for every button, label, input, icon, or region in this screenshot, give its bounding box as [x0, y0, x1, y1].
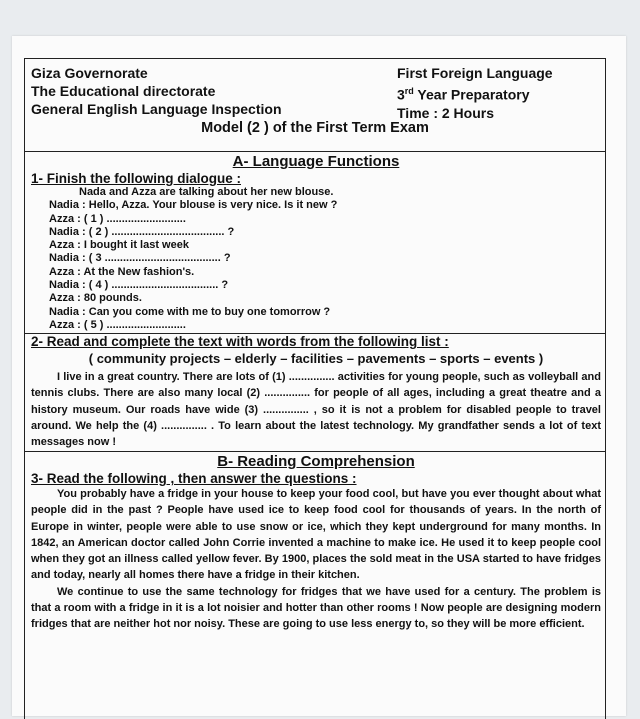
dialogue-line	[49, 226, 601, 239]
line-text: I bought it last week	[83, 239, 189, 252]
section-a-title: A- Language Functions	[232, 153, 400, 170]
exam-content	[25, 153, 605, 632]
reading-paragraph-1: You probably have a fridge in your house to keep your food cool, but have you ever thought about what people did in the past ? People have used ice to keep food cool for thousands of years. In the north of Europe in winter, people were able to use snow or ice, which they kept underground for many months. In 1842, an American doctor called John Corrie invented a machine to make ice. He used it to keep people cool when they got an illness called yellow fever. By 1900, places the sold meat in the USA started to have fridges and today, nearly all homes there have a fridge in their kitchen.	[31, 488, 601, 582]
line-text: ( 3 ...................................... ?	[88, 252, 231, 265]
speaker: Nadia :	[49, 279, 86, 292]
question-2-title: 2- Read and complete the text with words from the following list :	[31, 334, 449, 350]
grade-label: Year Preparatory	[413, 86, 530, 103]
header-right	[397, 64, 553, 122]
header-left	[31, 64, 282, 118]
speaker: Azza :	[49, 239, 81, 252]
question-3-title: 3- Read the following , then answer the questions :	[31, 471, 357, 487]
dialogue-line	[49, 292, 601, 305]
directorate: The Educational directorate	[31, 83, 216, 99]
speaker: Nadia :	[49, 252, 86, 265]
dialogue-line	[49, 306, 601, 319]
dialogue-line	[49, 279, 601, 292]
dialogue-line	[49, 213, 601, 226]
speaker: Nadia :	[49, 199, 86, 212]
exam-header	[25, 59, 605, 152]
line-text: 80 pounds.	[83, 292, 142, 305]
inspection: General English Language Inspection	[31, 101, 282, 117]
dialogue-line	[49, 266, 601, 279]
line-text: ( 5 ) ..........................	[83, 318, 186, 331]
dialogue-intro: Nada and Azza are talking about her new blouse.	[79, 186, 334, 198]
line-text: ( 2 ) ..................................... ?	[88, 225, 235, 238]
exam-page	[12, 36, 626, 716]
language-level: First Foreign Language	[397, 65, 553, 81]
exam-sheet	[24, 58, 606, 719]
word-list: ( community projects – elderly – facilities – pavements – sports – events )	[88, 351, 544, 367]
speaker: Azza :	[49, 292, 81, 305]
dialogue-line	[49, 252, 601, 265]
line-text: Hello, Azza. Your blouse is very nice. Is it new ?	[88, 199, 338, 212]
dialogue-line	[49, 319, 601, 332]
grade	[397, 82, 553, 104]
speaker: Azza :	[49, 318, 81, 331]
grade-suffix: rd	[404, 86, 414, 96]
question-1-title: 1- Finish the following dialogue :	[31, 171, 241, 186]
speaker: Azza :	[49, 265, 81, 278]
speaker: Nadia :	[49, 305, 86, 318]
dialogue-line	[49, 199, 601, 212]
governorate: Giza Governorate	[31, 65, 148, 81]
model-title: Model (2 ) of the First Term Exam	[201, 120, 429, 136]
divider	[25, 451, 605, 452]
question-2-text: I live in a great country. There are lots of (1) ............... activities for young people, such as volleyball and tennis clubs. There are also many local (2) ............... for people of all ages, including a great theatre and a history museum. Our roads have wide (3) ............... , so it is not a problem for disabled people to travel around. We help the (4) ............... . To learn about the latest technology. My grandfather sends a lot of text messages now !	[31, 371, 601, 449]
section-b-title: B- Reading Comprehension	[217, 453, 415, 471]
dialogue	[31, 186, 601, 332]
dialogue-line	[49, 239, 601, 252]
grade-number: 3	[397, 86, 405, 103]
line-text: At the New fashion's.	[83, 265, 195, 278]
speaker: Azza :	[49, 212, 81, 225]
line-text: ( 4 ) ................................... ?	[88, 279, 229, 292]
line-text: ( 1 ) ..........................	[83, 212, 186, 225]
speaker: Nadia :	[49, 225, 86, 238]
line-text: Can you come with me to buy one tomorrow ?	[88, 305, 331, 318]
reading-paragraph-2: We continue to use the same technology for fridges that we have used for a century. The problem is that a room with a fridge in it is a lot noisier and hotter than other rooms ! Now people are designing modern fridges that are neither hot nor noisy. These are going to use less energy to, so they will be more efficient.	[31, 585, 601, 630]
exam-time: Time : 2 Hours	[397, 104, 494, 121]
